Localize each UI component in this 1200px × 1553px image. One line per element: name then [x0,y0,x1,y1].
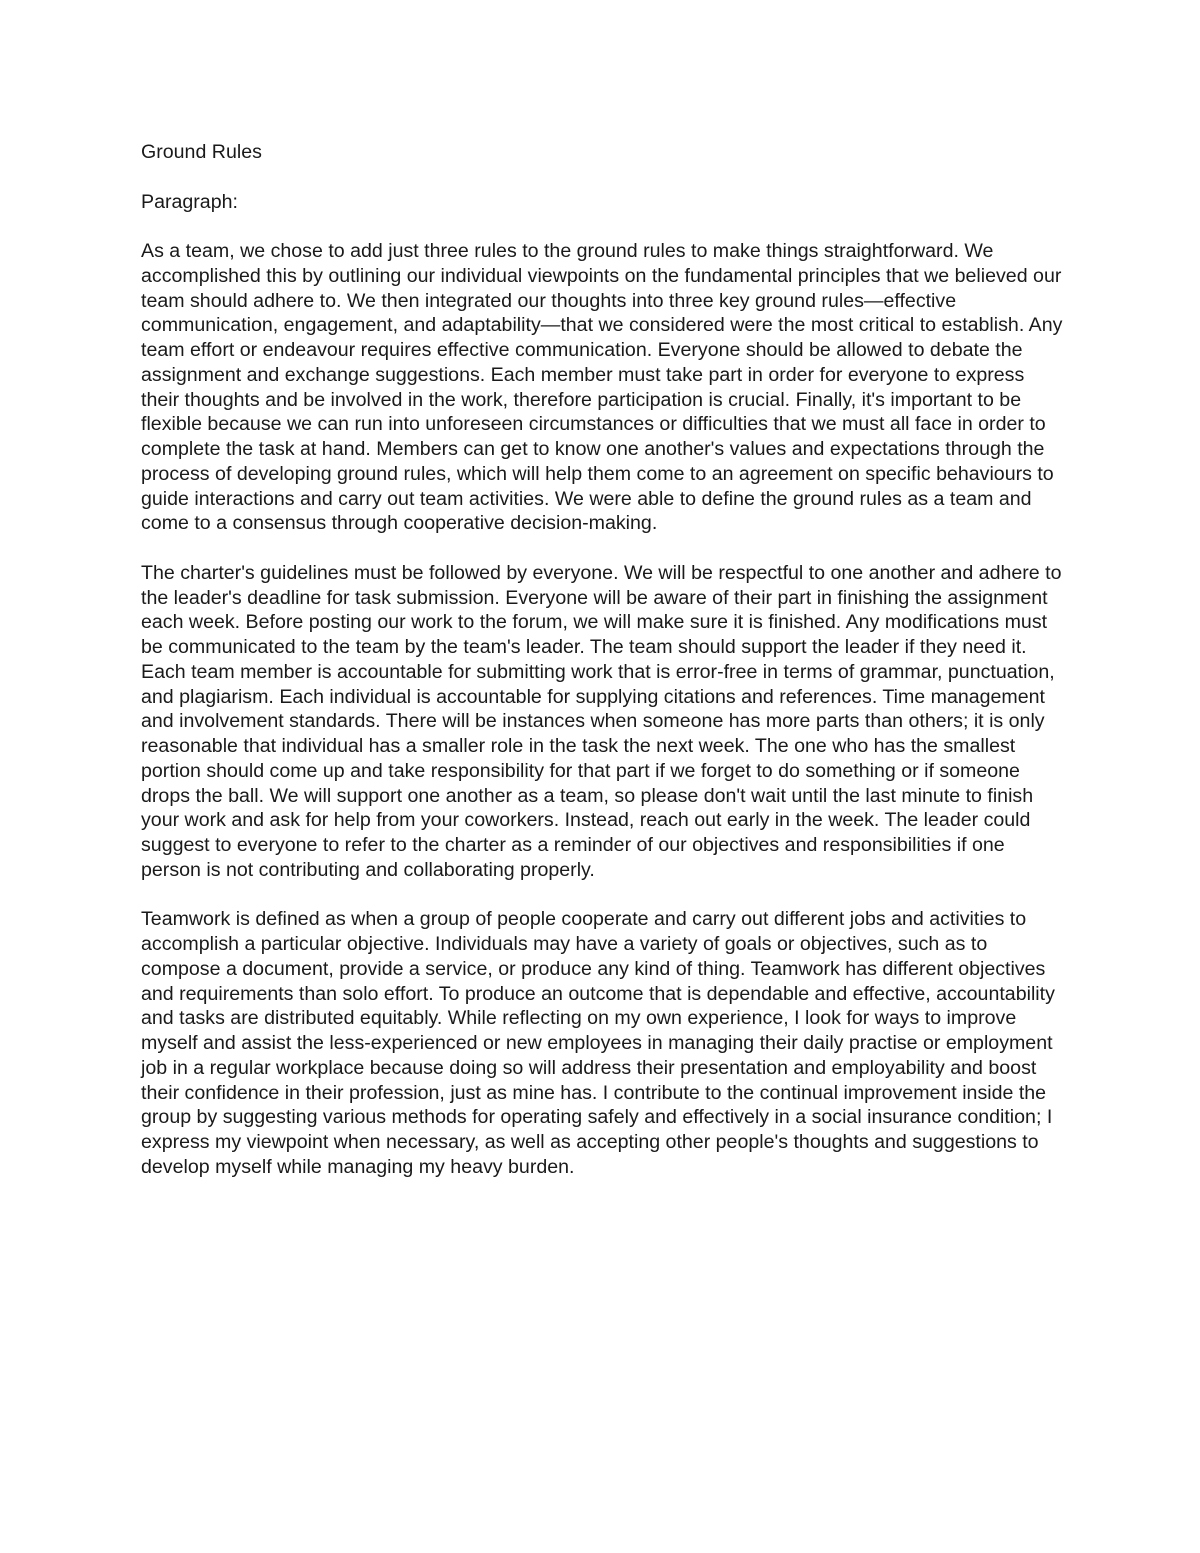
paragraph-ground-rules: As a team, we chose to add just three rules to the ground rules to make things straightforward. We accomplished this by outlining our individual viewpoints on the fundamental principles that we believed our team should adhere to. We then integrated our thoughts into three key ground rules—effective communication, engagement, and adaptability—that we considered were the most critical to establish. Any team effort or endeavour requires effective communication. Everyone should be allowed to debate the assignment and exchange suggestions. Each member must take part in order for everyone to express their thoughts and be involved in the work, therefore participation is crucial. Finally, it's important to be flexible because we can run into unforeseen circumstances or difficulties that we must all face in order to complete the task at hand. Members can get to know one another's values and expectations through the process of developing ground rules, which will help them come to an agreement on specific behaviours to guide interactions and carry out team activities. We were able to define the ground rules as a team and come to a consensus through cooperative decision-making. [141,240,1063,535]
document-title: Ground Rules [141,141,262,163]
document-body [141,140,1063,1204]
paragraph-teamwork: Teamwork is defined as when a group of people cooperate and carry out different jobs and activities to accomplish a particular objective. Individuals may have a variety of goals or objectives, such as to compose a document, provide a service, or produce any kind of thing. Teamwork has different objectives and requirements than solo effort. To produce an outcome that is dependable and effective, accountability and tasks are distributed equitably. While reflecting on my own experience, I look for ways to improve myself and assist the less-experienced or new employees in managing their daily practise or employment job in a regular workplace because doing so will address their presentation and employability and boost their confidence in their profession, just as mine has. I contribute to the continual improvement inside the group by suggesting various methods for operating safely and effectively in a social insurance condition; I express my viewpoint when necessary, as well as accepting other people's thoughts and suggestions to develop myself while managing my heavy burden. [141,908,1055,1178]
section-label: Paragraph: [141,190,238,213]
paragraph-charter-guidelines: The charter's guidelines must be followed by everyone. We will be respectful to one another and adhere to the leader's deadline for task submission. Everyone will be aware of their part in finishing the assignment each week. Before posting our work to the forum, we will make sure it is finished. Any modifications must be communicated to the team by the team's leader. The team should support the leader if they need it. Each team member is accountable for submitting work that is error-free in terms of grammar, punctuation, and plagiarism. Each individual is accountable for supplying citations and references. Time management and involvement standards. There will be instances when someone has more parts than others; it is only reasonable that individual has a smaller role in the task the next week. The one who has the smallest portion should come up and take responsibility for that part if we forget to do something or if someone drops the ball. We will support one another as a team, so please don't wait until the last minute to finish your work and ask for help from your coworkers. Instead, reach out early in the week. The leader could suggest to everyone to refer to the charter as a reminder of our objectives and responsibilities if one person is not contributing and collaborating properly. [141,561,1062,881]
